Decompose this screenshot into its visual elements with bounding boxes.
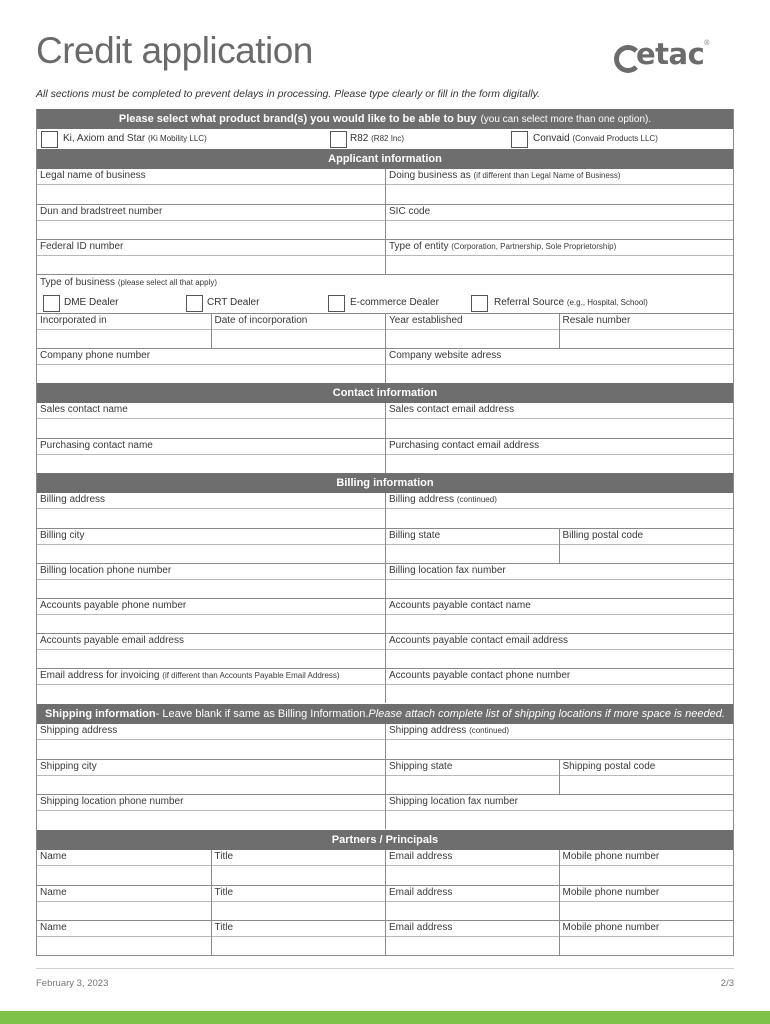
brand-checkbox-r82[interactable] <box>330 131 347 148</box>
legal-name-field[interactable]: Legal name of business <box>37 169 385 204</box>
contact-header: Contact information <box>37 383 733 403</box>
partner-mobile-field[interactable]: Mobile phone number <box>559 886 734 920</box>
shipping-row-1 <box>37 724 733 759</box>
brand-label-r82: R82 (R82 Inc) <box>350 133 405 144</box>
footer-divider <box>36 968 734 969</box>
partner-name-field[interactable]: Name <box>37 886 211 920</box>
ap-contact-name-field[interactable]: Accounts payable contact name <box>385 599 733 633</box>
business-label-ecommerce: E-commerce Dealer <box>350 297 439 308</box>
resale-number-field[interactable]: Resale number <box>559 314 734 348</box>
business-checkbox-ecommerce[interactable] <box>328 295 345 312</box>
footer-date: February 3, 2023 <box>36 978 109 989</box>
partner-title-field[interactable]: Title <box>211 886 386 920</box>
brand-label-ki: Ki, Axiom and Star (Ki Mobility LLC) <box>63 133 207 144</box>
partner-title-field[interactable]: Title <box>211 921 386 955</box>
registered-mark: ® <box>704 40 710 47</box>
date-incorporation-field[interactable]: Date of incorporation <box>211 314 386 348</box>
partner-mobile-field[interactable]: Mobile phone number <box>559 921 734 955</box>
purchasing-contact-name-field[interactable]: Purchasing contact name <box>37 439 385 473</box>
billing-row-6 <box>37 668 733 703</box>
brand-checkbox-convaid[interactable] <box>511 131 528 148</box>
shipping-city-field[interactable]: Shipping city <box>37 760 385 794</box>
entity-type-field[interactable]: Type of entity (Corporation, Partnership, Sole Proprietorship) <box>385 240 733 274</box>
billing-fax-field[interactable]: Billing location fax number <box>385 564 733 598</box>
billing-address-field[interactable]: Billing address <box>37 493 385 528</box>
shipping-address-cont-field[interactable]: Shipping address (continued) <box>385 724 733 759</box>
business-type-label-row: Type of business (please select all that apply) <box>37 274 733 293</box>
billing-phone-field[interactable]: Billing location phone number <box>37 564 385 598</box>
partner-title-field[interactable]: Title <box>211 850 386 885</box>
dba-field[interactable]: Doing business as (if different than Legal Name of Business) <box>385 169 733 204</box>
company-phone-field[interactable]: Company phone number <box>37 349 385 383</box>
business-label-referral: Referral Source (e.g., Hospital, School) <box>494 297 648 308</box>
etac-logo <box>614 34 738 74</box>
applicant-row-1 <box>37 169 733 204</box>
credit-form <box>36 109 734 956</box>
brands-header <box>37 109 733 129</box>
shipping-address-field[interactable]: Shipping address <box>37 724 385 759</box>
billing-city-field[interactable]: Billing city <box>37 529 385 563</box>
duns-field[interactable]: Dun and bradstreet number <box>37 205 385 239</box>
shipping-row-3 <box>37 794 733 829</box>
federal-id-field[interactable]: Federal ID number <box>37 240 385 274</box>
billing-row-3 <box>37 563 733 598</box>
shipping-phone-field[interactable]: Shipping location phone number <box>37 795 385 829</box>
partner-name-field[interactable]: Name <box>37 921 211 955</box>
applicant-row-4 <box>37 313 733 348</box>
business-label-dme: DME Dealer <box>64 297 119 308</box>
brand-options-row <box>37 129 733 149</box>
billing-row-1 <box>37 493 733 528</box>
billing-address-cont-field[interactable]: Billing address (continued) <box>385 493 733 528</box>
ap-email-field[interactable]: Accounts payable email address <box>37 634 385 668</box>
ap-contact-email-field[interactable]: Accounts payable contact email address <box>385 634 733 668</box>
year-established-field[interactable]: Year established <box>385 314 559 348</box>
applicant-row-3 <box>37 239 733 274</box>
sales-contact-name-field[interactable]: Sales contact name <box>37 403 385 438</box>
partner-row <box>37 885 733 920</box>
partners-header: Partners / Principals <box>37 830 733 850</box>
business-label-crt: CRT Dealer <box>207 297 260 308</box>
brands-header-note: (you can select more than one option). <box>480 113 652 125</box>
billing-header: Billing information <box>37 473 733 493</box>
applicant-row-2 <box>37 204 733 239</box>
business-checkbox-referral[interactable] <box>471 295 488 312</box>
billing-postal-field[interactable]: Billing postal code <box>559 529 734 563</box>
partner-email-field[interactable]: Email address <box>385 886 559 920</box>
brands-header-text: Please select what product brand(s) you would like to be able to buy <box>118 113 477 125</box>
shipping-state-field[interactable]: Shipping state <box>385 760 559 794</box>
partner-name-field[interactable]: Name <box>37 850 211 885</box>
sales-contact-email-field[interactable]: Sales contact email address <box>385 403 733 438</box>
sic-field[interactable]: SIC code <box>385 205 733 239</box>
billing-state-field[interactable]: Billing state <box>385 529 559 563</box>
page-number: 2/3 <box>720 978 734 989</box>
business-checkbox-crt[interactable] <box>186 295 203 312</box>
company-website-field[interactable]: Company website adress <box>385 349 733 383</box>
business-type-options-row <box>37 293 733 313</box>
billing-row-5 <box>37 633 733 668</box>
partner-row <box>37 850 733 885</box>
incorporated-in-field[interactable]: Incorporated in <box>37 314 211 348</box>
business-checkbox-dme[interactable] <box>43 295 60 312</box>
applicant-header: Applicant information <box>37 149 733 169</box>
partner-email-field[interactable]: Email address <box>385 850 559 885</box>
partner-row <box>37 920 733 955</box>
bottom-accent-bar <box>0 1011 770 1024</box>
partner-mobile-field[interactable]: Mobile phone number <box>559 850 734 885</box>
contact-row-2 <box>37 438 733 473</box>
applicant-row-5 <box>37 348 733 383</box>
contact-row-1 <box>37 403 733 438</box>
intro-text: All sections must be completed to prevent delays in processing. Please type clearly or fill in the form digitally. <box>36 88 541 100</box>
ap-contact-phone-field[interactable]: Accounts payable contact phone number <box>385 669 733 703</box>
brand-checkbox-ki[interactable] <box>41 131 58 148</box>
billing-row-4 <box>37 598 733 633</box>
shipping-header: Shipping information - Leave blank if same as Billing Information. Please attach complete list of shipping locations if more space is needed. <box>37 704 733 724</box>
brand-label-convaid: Convaid (Convaid Products LLC) <box>533 133 658 144</box>
billing-row-2 <box>37 528 733 563</box>
shipping-fax-field[interactable]: Shipping location fax number <box>385 795 733 829</box>
shipping-postal-field[interactable]: Shipping postal code <box>559 760 734 794</box>
etac-logo-icon <box>614 43 634 65</box>
ap-phone-field[interactable]: Accounts payable phone number <box>37 599 385 633</box>
shipping-row-2 <box>37 759 733 794</box>
logo-text: etac <box>636 36 705 71</box>
purchasing-contact-email-field[interactable]: Purchasing contact email address <box>385 439 733 473</box>
page-title: Credit application <box>36 30 313 71</box>
partner-email-field[interactable]: Email address <box>385 921 559 955</box>
invoice-email-field[interactable]: Email address for invoicing (if different than Accounts Payable Email Address) <box>37 669 385 703</box>
